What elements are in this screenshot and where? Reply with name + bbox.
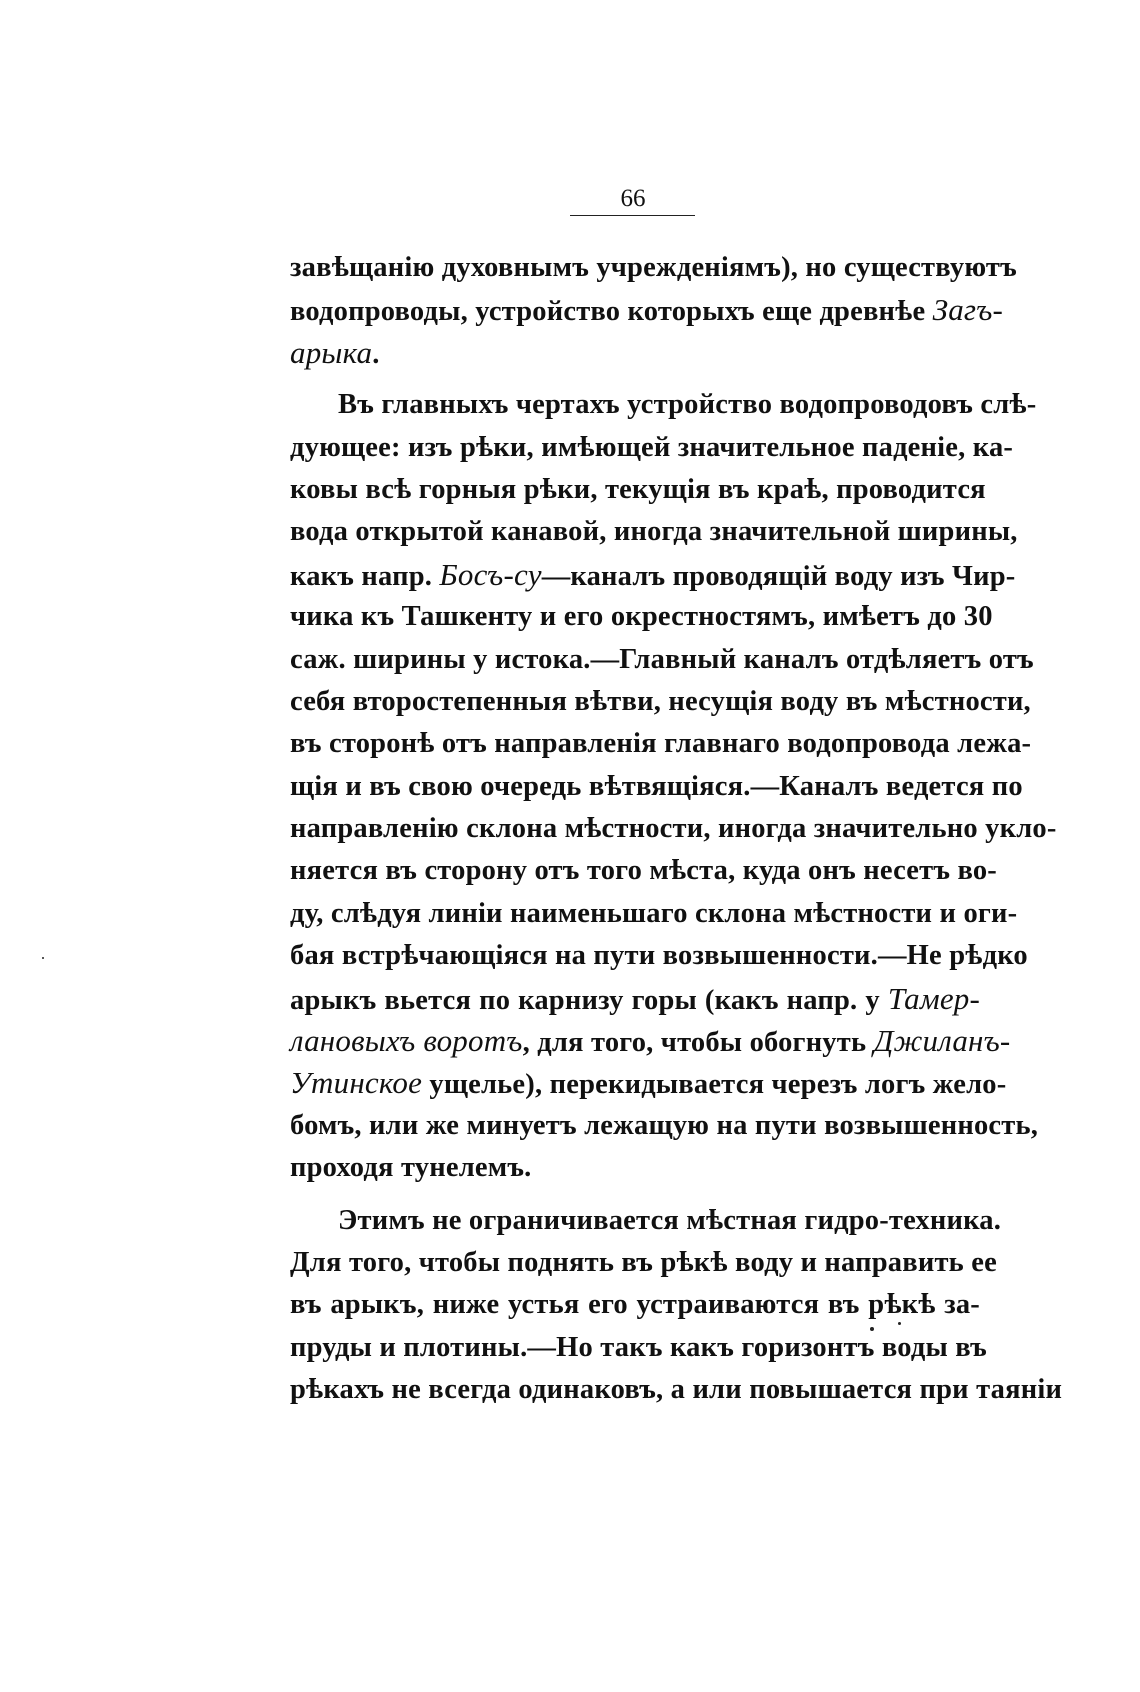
text-run: Для того, чтобы поднять въ рѣкѣ воду и направить ее (290, 1246, 997, 1278)
paragraph (290, 1200, 1063, 1412)
text-line (290, 850, 997, 892)
text-run: няется въ сторону отъ того мѣста, куда онъ несетъ во- (290, 855, 997, 887)
italic-term: лановыхъ воротъ (290, 1023, 523, 1059)
italic-term: Босъ-су (439, 556, 542, 592)
text-line (290, 247, 1017, 289)
text-run: рѣкахъ не всегда одинаковъ, а или повышается при таяніи (290, 1374, 1063, 1406)
text-run: ущелье), перекидывается черезъ логъ жело- (422, 1069, 1007, 1101)
text-line (290, 681, 1031, 723)
text-run: завѣщанію духовнымъ учрежденіямъ), но существуютъ (290, 252, 1017, 283)
italic-term: Джиланъ- (873, 1023, 1011, 1059)
text-run: , для того, чтобы обогнуть (522, 1027, 874, 1059)
text-line (290, 289, 1004, 331)
text-line (290, 893, 1018, 935)
text-run: дующее: изъ рѣки, имѣющей значительное паденіе, ка- (290, 431, 1014, 463)
text-line (290, 935, 1028, 977)
page-number-rule (570, 215, 695, 216)
text-run: въ арыкъ, ниже устья его устраиваются въ рѣкѣ за- (290, 1289, 980, 1321)
text-line (290, 1105, 1039, 1147)
text-line (290, 808, 1057, 850)
text-line (290, 639, 1034, 681)
text-line (290, 1242, 997, 1284)
scan-speck (42, 957, 44, 959)
paragraph-gap (290, 1190, 980, 1200)
text-run: щія и въ свою очередь вѣтвящіяся.—Каналъ ведется по (290, 770, 1023, 802)
text-run: Этимъ не ограничивается мѣстная гидро-техника. (338, 1204, 1002, 1236)
text-run: арыкъ вьется по карнизу горы (какъ напр. у (290, 984, 888, 1016)
text-run: пруды и плотины.—Но такъ какъ горизонтъ воды въ (290, 1331, 987, 1363)
text-line (290, 1020, 1011, 1062)
text-run: Въ главныхъ чертахъ устройство водопроводовъ слѣ- (338, 389, 1037, 421)
text-run: себя второстепенныя вѣтви, несущія воду въ мѣстности, (290, 685, 1031, 717)
text-run: какъ напр. (290, 560, 440, 592)
body-text (290, 247, 1063, 1412)
text-run: —каналъ проводящій воду изъ Чир- (541, 560, 1016, 592)
paragraph (290, 247, 1017, 374)
text-line (290, 427, 1014, 469)
text-line (290, 384, 1037, 426)
text-line (290, 1200, 1002, 1242)
scan-speck (870, 1327, 874, 1331)
text-run: бомъ, или же минуетъ лежащую на пути возвышенность, (290, 1109, 1039, 1141)
text-line (290, 511, 1018, 553)
italic-term: арыка (290, 334, 373, 370)
scan-speck (898, 1322, 901, 1325)
text-line (290, 596, 993, 638)
italic-term: Утинское (290, 1065, 423, 1101)
text-line (290, 1062, 1007, 1104)
text-run: проходя тунелемъ. (290, 1152, 532, 1184)
paragraph (290, 384, 1057, 1189)
text-line (290, 723, 1032, 765)
text-line (290, 1147, 980, 1189)
text-run: . (372, 338, 380, 370)
text-line (290, 554, 1016, 596)
page-number: 66 (620, 185, 646, 212)
text-line (290, 469, 986, 511)
text-line (290, 766, 1023, 808)
italic-term: Загъ- (932, 292, 1004, 328)
text-run: ковы всѣ горныя рѣки, текущія въ краѣ, проводится (290, 473, 986, 505)
text-run: ду, слѣдуя линіи наименьшаго склона мѣстности и оги- (290, 897, 1018, 929)
text-run: въ сторонѣ отъ направленія главнаго водопровода лежа- (290, 728, 1032, 760)
text-run: вода открытой канавой, иногда значительной ширины, (290, 516, 1018, 548)
text-line (290, 978, 980, 1020)
text-line (290, 1284, 980, 1326)
text-line (290, 332, 980, 374)
italic-term: Тамер- (887, 980, 980, 1016)
text-run: водопроводы, устройство которыхъ еще древнѣе (290, 296, 933, 328)
text-run: чика къ Ташкенту и его окрестностямъ, имѣетъ до 30 (290, 601, 993, 633)
text-line (290, 1327, 987, 1369)
text-run: саж. ширины у истока.—Главный каналъ отдѣляетъ отъ (290, 643, 1034, 675)
text-line (290, 1369, 1063, 1411)
paragraph-gap (290, 374, 980, 384)
text-run: бая встрѣчающіяся на пути возвышенности.—Не рѣдко (290, 940, 1028, 972)
text-run: направленію склона мѣстности, иногда значительно укло- (290, 813, 1057, 845)
